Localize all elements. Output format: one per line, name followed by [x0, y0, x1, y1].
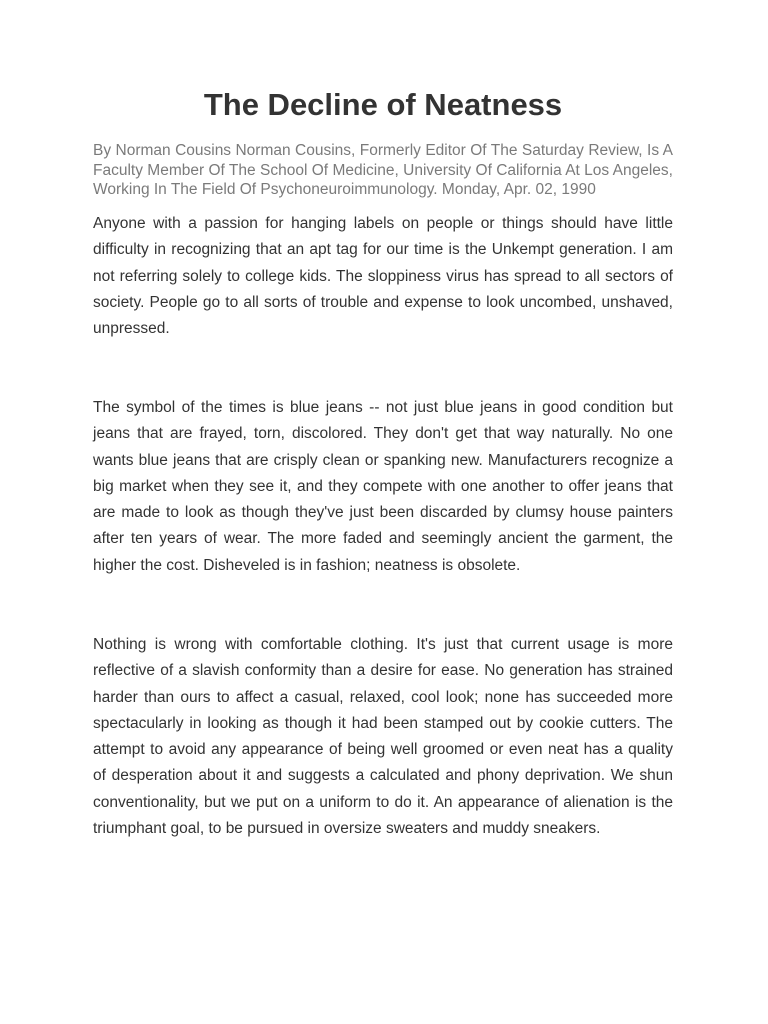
page-title: The Decline of Neatness	[203, 87, 563, 122]
paragraph-3: Nothing is wrong with comfortable clothing. It's just that current usage is more reflective of a slavish conformity than a desire for ease. No generation has strained harder than ours to affect a casual, relaxed, cool look; none has succeeded more spectacularly in looking as though it had been stamped out by cookie cutters. The attempt to avoid any appearance of being well groomed or even neat has a quality of desperation about it and suggests a calculated and phony deprivation. We shun conventionality, but we put on a uniform to do it. An appearance of alienation is the triumphant goal, to be pursued in oversize sweaters and muddy sneakers.	[93, 636, 673, 838]
paragraph-2: The symbol of the times is blue jeans -- not just blue jeans in good condition but jeans that are frayed, torn, discolored. They don't get that way naturally. No one wants blue jeans that are crisply clean or spanking new. Manufacturers recognize a big market when they see it, and they compete with one another to offer jeans that are made to look as though they've just been discarded by clumsy house painters after ten years of wear. The more faded and seemingly ancient the garment, the higher the cost. Disheveled is in fashion; neatness is obsolete.	[93, 399, 673, 574]
paragraph-1: Anyone with a passion for hanging labels on people or things should have little difficulty in recognizing that an apt tag for our time is the Unkempt generation. I am not referring solely to college kids. The sloppiness virus has spread to all sectors of society. People go to all sorts of trouble and expense to look uncombed, unshaved, unpressed.	[93, 215, 673, 338]
article-byline: By Norman Cousins Norman Cousins, Formerly Editor Of The Saturday Review, Is A Faculty Member Of The School Of Medicine, University Of California At Los Angeles, Working In The Field Of Psychoneuroimmunology. Monday, Apr. 02, 1990	[93, 142, 673, 199]
